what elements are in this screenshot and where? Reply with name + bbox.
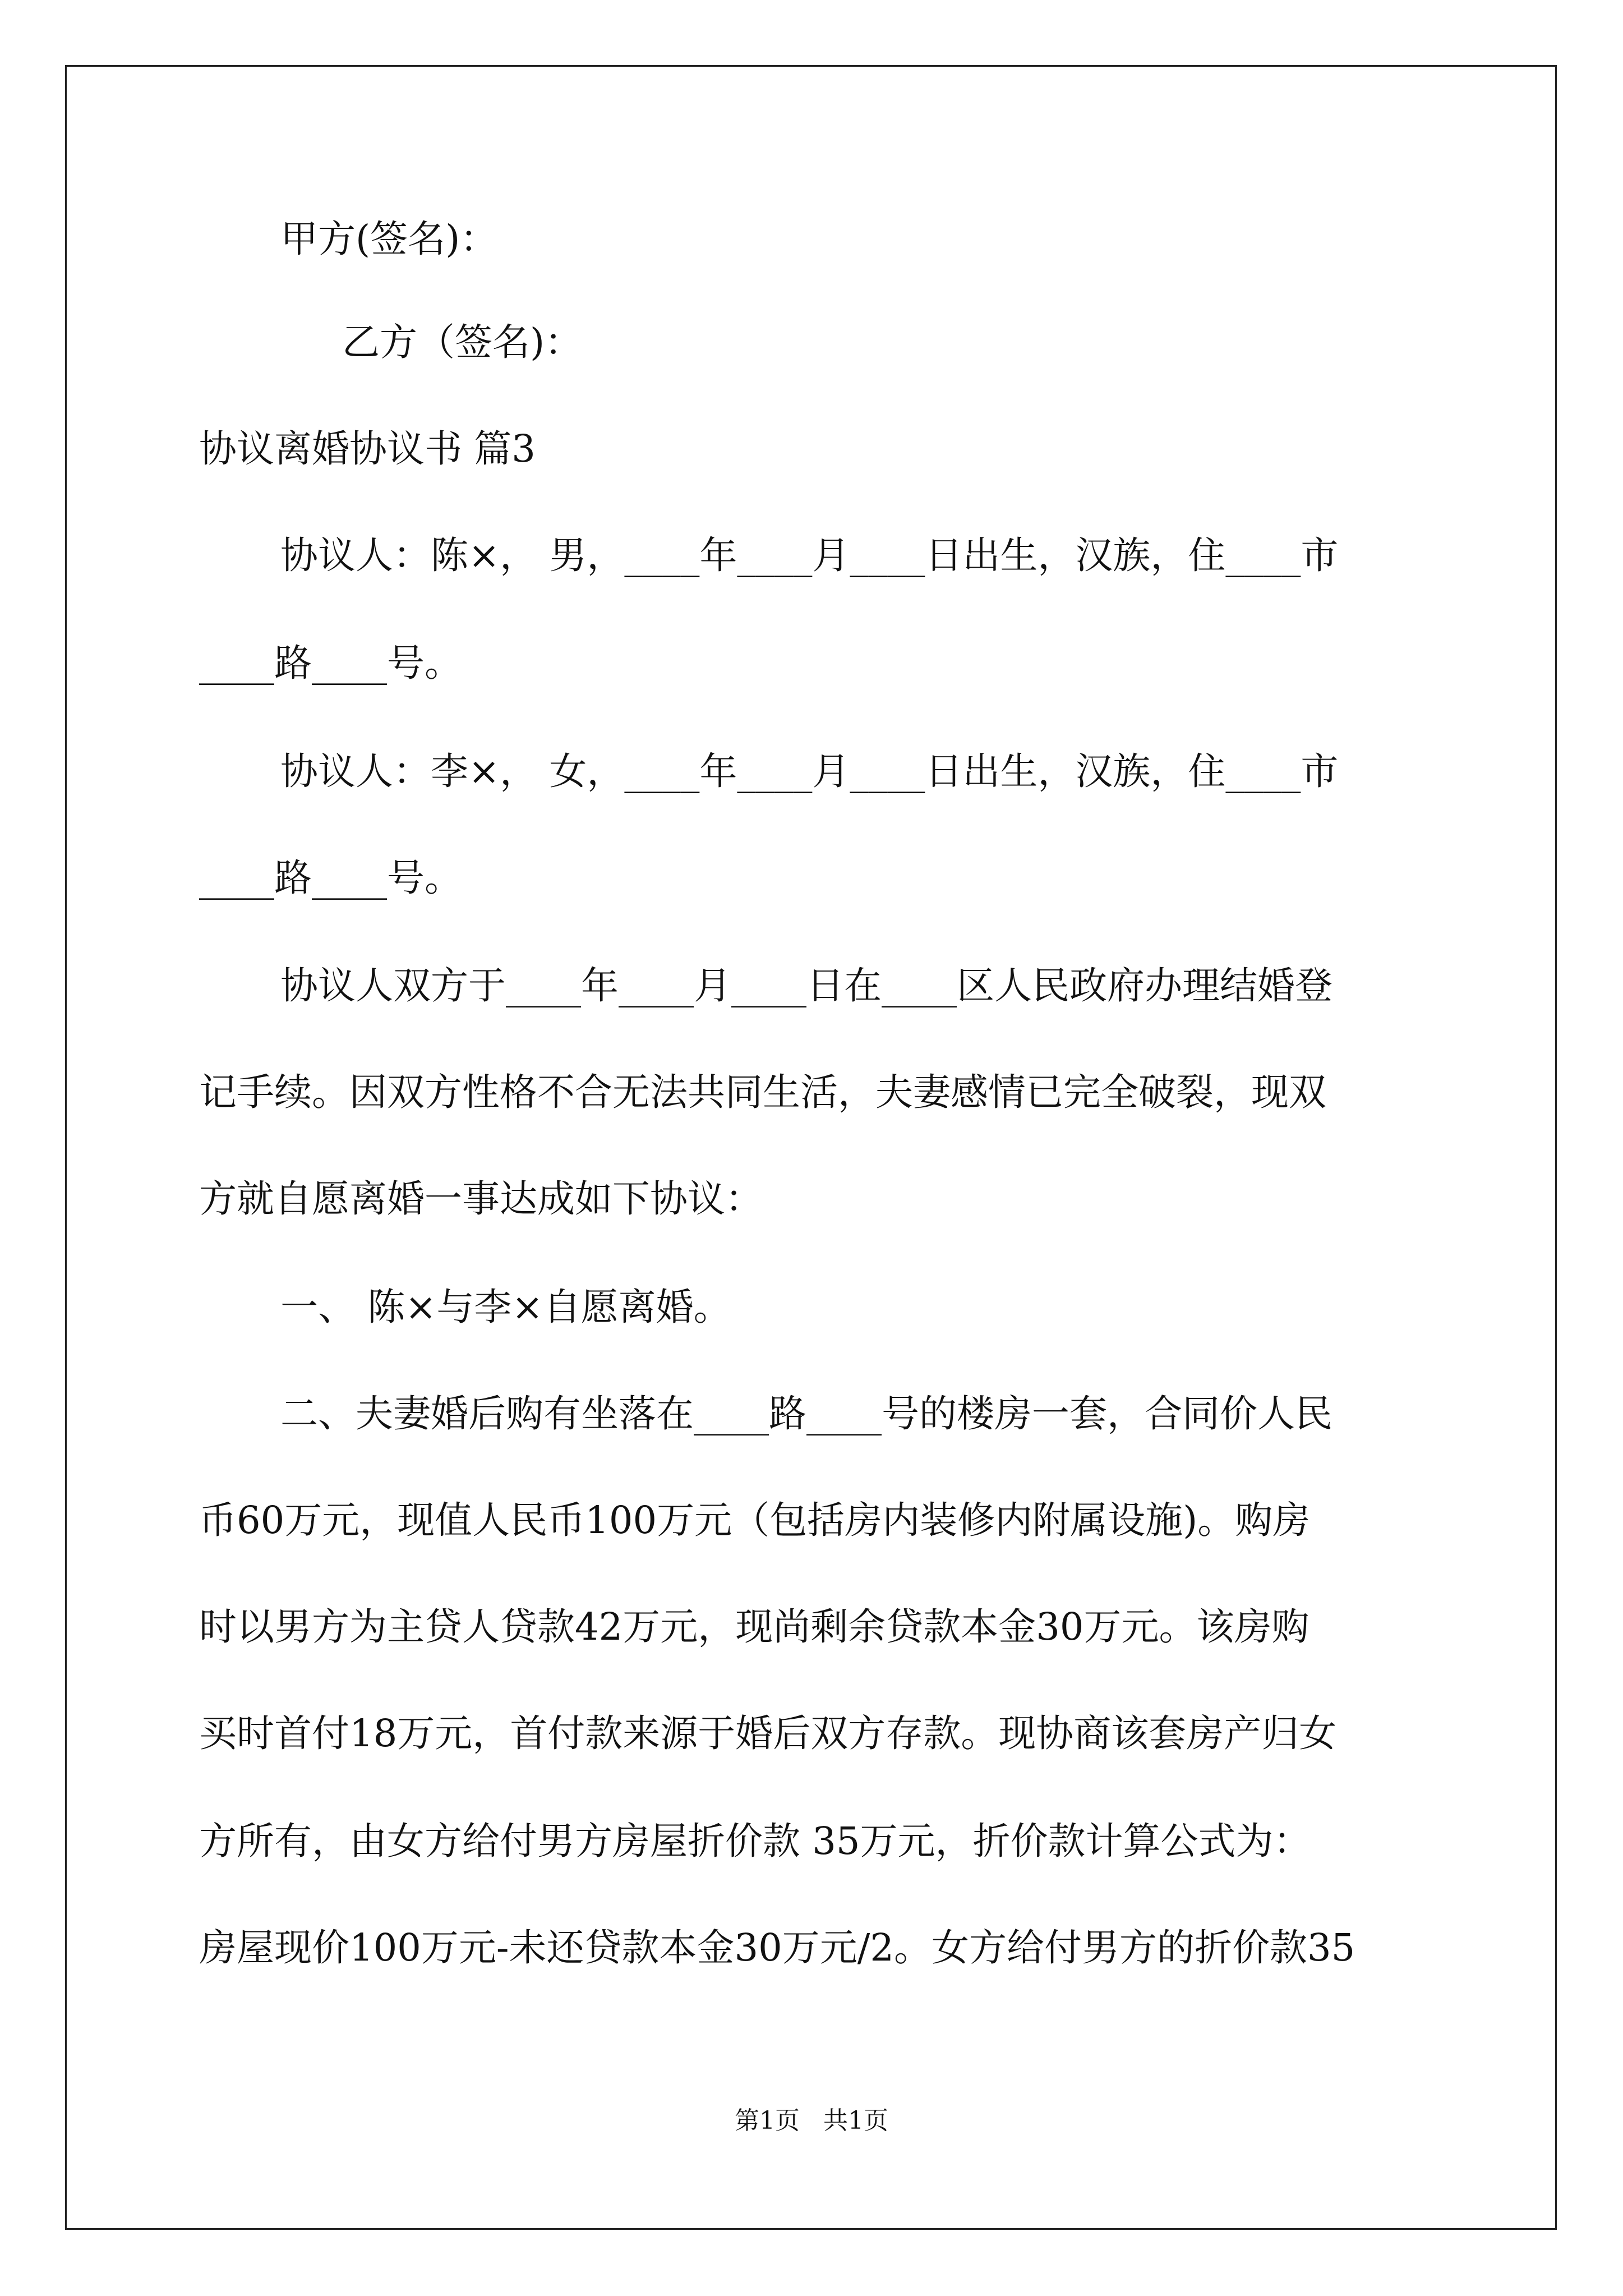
party-1-line-2: ____路____号。 xyxy=(199,641,462,685)
party-2-line-2: ____路____号。 xyxy=(199,856,462,900)
clause-2-line-2: 币60万元，现值人民币100万元（包括房内装修内附属设施)。购房 xyxy=(199,1498,1311,1542)
section-title: 协议离婚协议书 篇3 xyxy=(199,427,536,471)
intro-line-1: 协议人双方于____年____月____日在____区人民政府办理结婚登 xyxy=(280,964,1332,1007)
clause-1: 一、 陈×与李×自愿离婚。 xyxy=(280,1285,731,1329)
clause-2-line-3: 时以男方为主贷人贷款42万元，现尚剩余贷款本金30万元。该房购 xyxy=(199,1605,1310,1649)
party-a-signature-line: 甲方(签名)： xyxy=(280,217,498,261)
party-1-line-1: 协议人：陈×， 男，____年____月____日出生，汉族，住____市 xyxy=(280,533,1339,577)
clause-2-line-4: 买时首付18万元，首付款来源于婚后双方存款。现协商该套房产归女 xyxy=(199,1711,1337,1755)
party-2-line-1: 协议人：李×， 女，____年____月____日出生，汉族，住____市 xyxy=(280,749,1339,793)
page-border xyxy=(65,65,1557,2230)
party-b-signature-line: 乙方（签名)： xyxy=(342,320,583,364)
intro-line-3: 方就自愿离婚一事达成如下协议： xyxy=(199,1177,763,1221)
intro-line-2: 记手续。因双方性格不合无法共同生活，夫妻感情已完全破裂，现双 xyxy=(199,1070,1326,1114)
clause-2-line-6: 房屋现价100万元-未还贷款本金30万元/2。女方给付男方的折价款35 xyxy=(199,1926,1355,1970)
clause-2-line-1: 二、夫妻婚后购有坐落在____路____号的楼房一套，合同价人民 xyxy=(280,1392,1332,1435)
page-footer: 第1页 共1页 xyxy=(735,2106,888,2135)
clause-2-line-5: 方所有，由女方给付男方房屋折价款 35万元，折价款计算公式为： xyxy=(199,1819,1311,1863)
